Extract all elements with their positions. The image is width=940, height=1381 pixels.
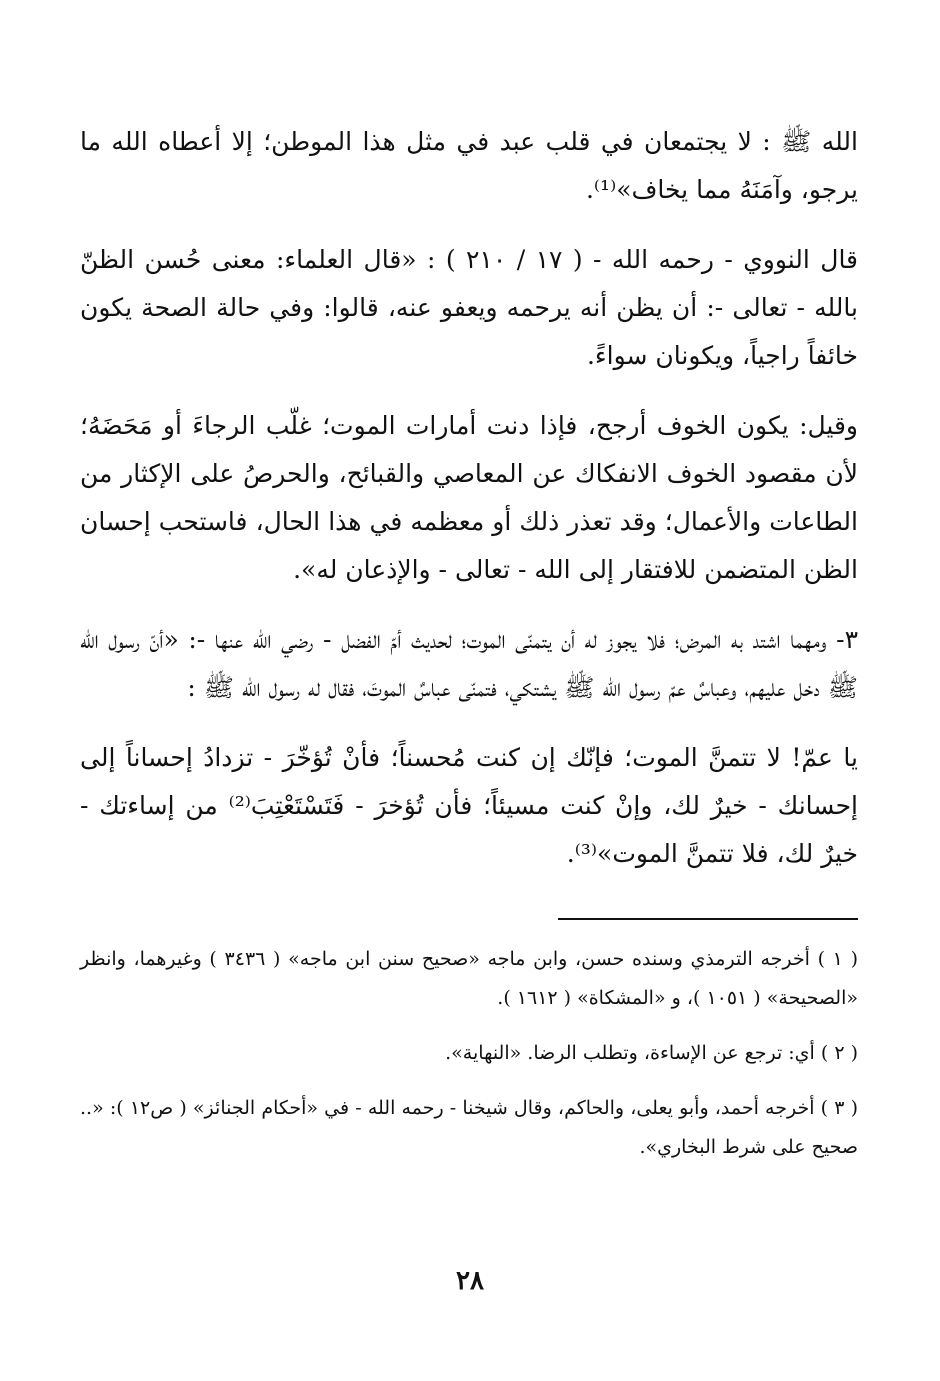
footnote-divider — [558, 918, 858, 920]
footnote-3: ( ٣ ) أخرجه أحمد، وأبو يعلى، والحاكم، وقال شيخنا - رحمه الله - في «أحكام الجنائز» ( ص١٢ ): «.. صحيح على شرط البخاري». — [80, 1097, 859, 1158]
footnote-1: ( ١ ) أخرجه الترمذي وسنده حسن، وابن ماجه «صحيح سنن ابن ماجه» ( ٣٤٣٦ ) وغيرهما، وانظر «الصحيحة» ( ١٠٥١ )، و «المشكاة» ( ١٦١٢ ). — [80, 948, 858, 1009]
paragraph-point-three: ٣- ومهما اشتد به المرض؛ فلا يجوز له أن يتمنّى الموت؛ لحديث أمّ الفضل - رضي الله عنها -: «أنّ رسول الله ﷺ دخل عليهم، وعباسٌ عمّ رسول الله ﷺ يشتكي، فتمنّى عباسٌ الموتَ، فقال له رسول الله ﷺ : — [80, 625, 858, 702]
paragraph-hadith: يا عمّ! لا تتمنَّ الموت؛ فإنّك إن كنت مُحسناً؛ فأنْ تُؤخّرَ - تزدادُ إحساناً إلى إحسانك - خيرٌ لك، وإنْ كنت مسيئاً؛ فأن تُؤخرَ - فَتَسْتَعْتِبَ⁽²⁾ من إساءتك - خيرٌ لك، فلا تتمنَّ الموت»⁽³⁾. — [80, 743, 858, 868]
page-number: ٢٨ — [456, 1266, 484, 1296]
footnotes — [80, 940, 858, 1167]
main-text — [80, 118, 858, 878]
paragraph-fear-hope: وقيل: يكون الخوف أرجح، فإذا دنت أمارات الموت؛ غلّب الرجاءَ أو مَحَضَهُ؛ لأن مقصود الخوف الانفكاك عن المعاصي والقبائح، والحرصُ على الإكثار من الطاعات والأعمال؛ وقد تعذر ذلك أو معظمه في هذا الحال، فاستحب إحسان الظن المتضمن للافتقار إلى الله - تعالى - والإذعان له». — [80, 411, 858, 584]
footnote-2: ( ٢ ) أي: ترجع عن الإساءة، وتطلب الرضا. «النهاية». — [445, 1042, 858, 1064]
paragraph-nawawi-quote: قال النووي - رحمه الله - ( ١٧ / ٢١٠ ) : «قال العلماء: معنى حُسن الظنّ بالله - تعالى -: أن يظن أنه يرحمه ويعفو عنه، قالوا: وفي حالة الصحة يكون خائفاً راجياً، ويكونان سواءً. — [80, 245, 859, 370]
paragraph-continuation: الله ﷺ : لا يجتمعان في قلب عبد في مثل هذا الموطن؛ إلا أعطاه الله ما يرجو، وآمَنَهُ مما يخاف»⁽¹⁾. — [80, 127, 858, 204]
